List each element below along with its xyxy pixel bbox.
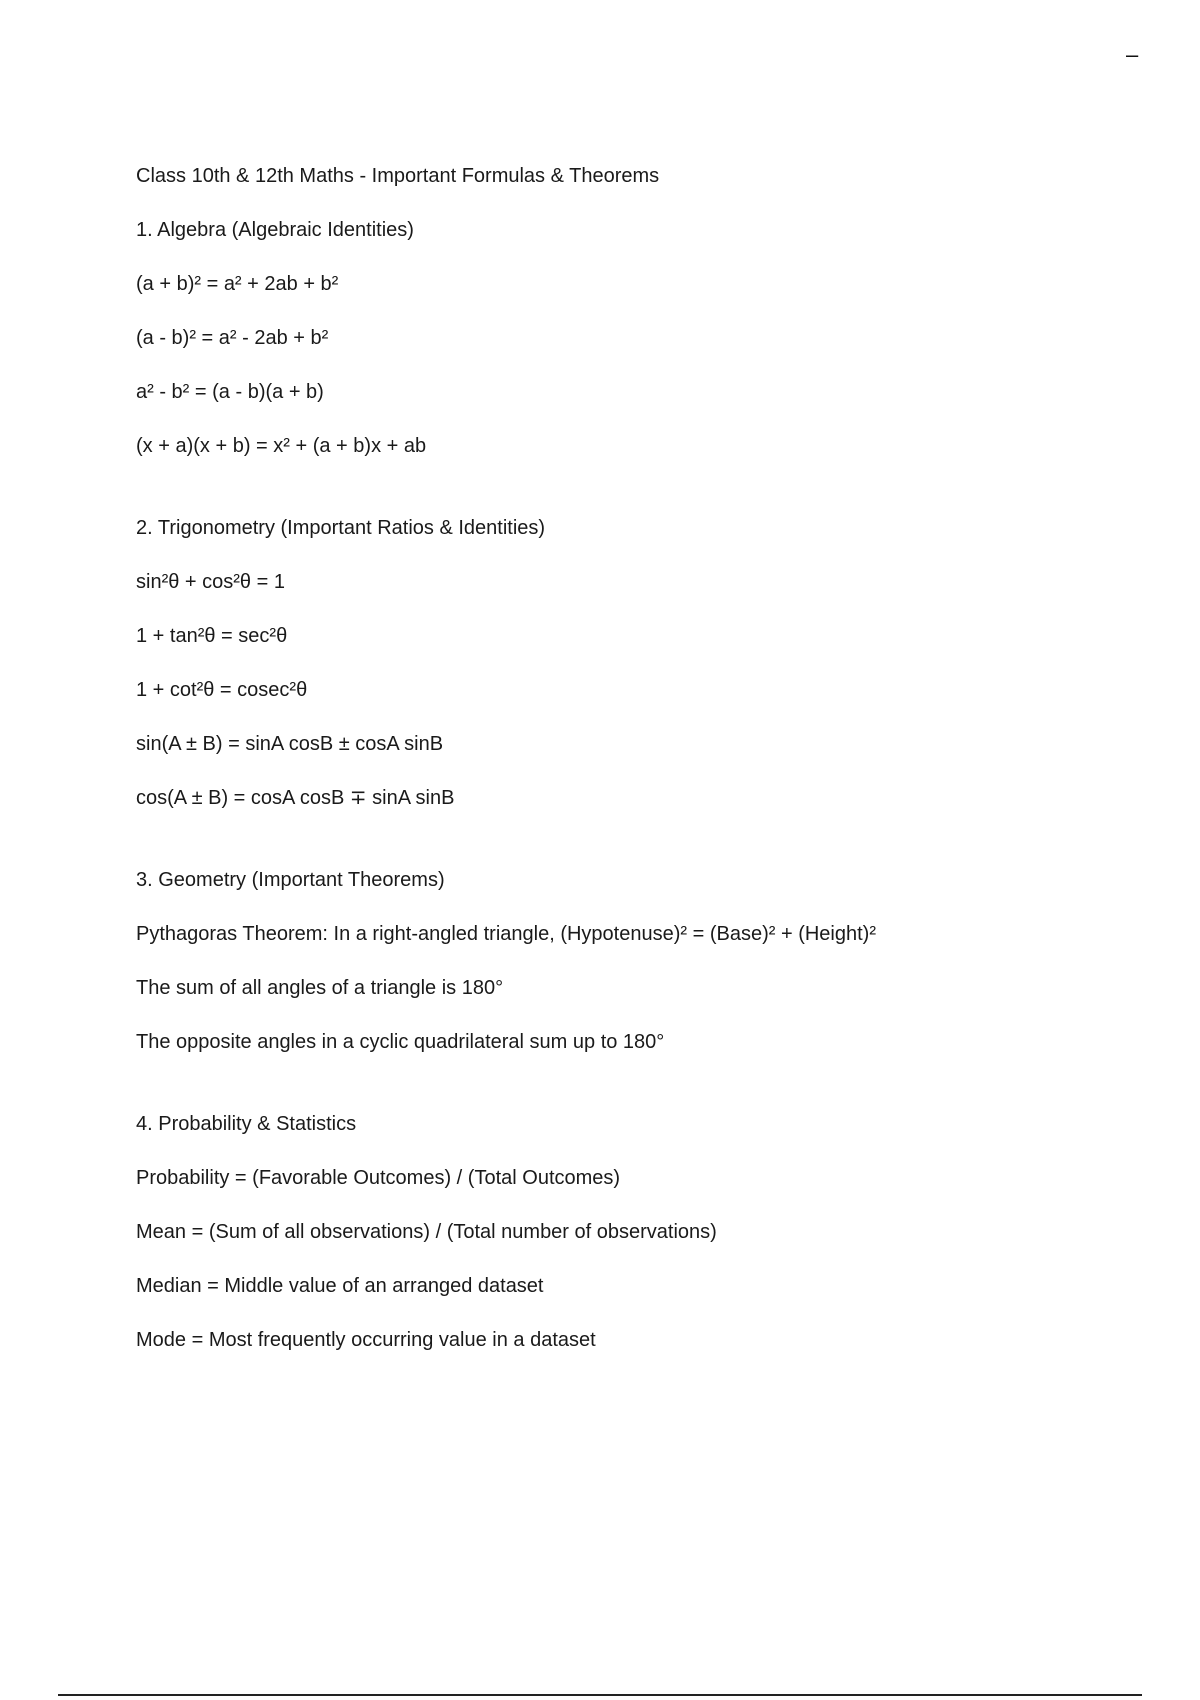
formula-line: Mean = (Sum of all observations) / (Total number of observations) — [136, 1221, 717, 1243]
section-trigonometry — [136, 516, 1116, 810]
formula-line: sin²θ + cos²θ = 1 — [136, 571, 285, 593]
document-title: Class 10th & 12th Maths - Important Formulas & Theorems — [136, 165, 660, 187]
document-body — [136, 164, 1116, 1382]
formula-line: sin(A ± B) = sinA cosB ± cosA sinB — [136, 733, 444, 755]
formula-line: (a - b)² = a² - 2ab + b² — [136, 327, 329, 349]
section-probability-statistics — [136, 1112, 1116, 1352]
theorem-line: The sum of all angles of a triangle is 180° — [136, 977, 504, 999]
formula-line: Median = Middle value of an arranged dataset — [136, 1275, 544, 1297]
formula-line: 1 + tan²θ = sec²θ — [136, 625, 288, 647]
theorem-line: Pythagoras Theorem: In a right-angled triangle, (Hypotenuse)² = (Base)² + (Height)² — [136, 923, 876, 945]
formula-line: Probability = (Favorable Outcomes) / (Total Outcomes) — [136, 1167, 621, 1189]
page-corner-mark: – — [1126, 42, 1139, 67]
formula-line: (x + a)(x + b) = x² + (a + b)x + ab — [136, 435, 427, 457]
section-algebra — [136, 218, 1116, 458]
section-heading: 3. Geometry (Important Theorems) — [136, 869, 445, 891]
section-heading: 1. Algebra (Algebraic Identities) — [136, 219, 414, 241]
section-heading: 2. Trigonometry (Important Ratios & Identities) — [136, 517, 546, 539]
formula-line: Mode = Most frequently occurring value in a dataset — [136, 1329, 596, 1351]
theorem-line: The opposite angles in a cyclic quadrilateral sum up to 180° — [136, 1031, 665, 1053]
formula-line: 1 + cot²θ = cosec²θ — [136, 679, 308, 701]
section-heading: 4. Probability & Statistics — [136, 1113, 357, 1135]
section-geometry — [136, 868, 1116, 1054]
bottom-divider — [58, 1694, 1142, 1696]
formula-line: cos(A ± B) = cosA cosB ∓ sinA sinB — [136, 787, 455, 809]
formula-line: (a + b)² = a² + 2ab + b² — [136, 273, 339, 295]
formula-line: a² - b² = (a - b)(a + b) — [136, 381, 324, 403]
